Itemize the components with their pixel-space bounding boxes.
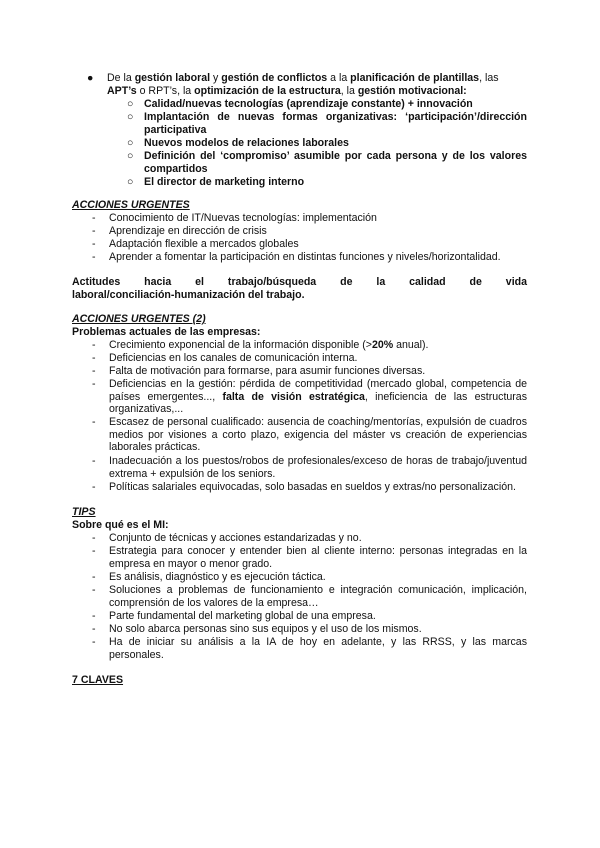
actitudes-line-1: Actitudes hacia el trabajo/búsqueda de la calidad de vida [72, 276, 527, 288]
circle-bullet-icon: ○ [127, 98, 134, 110]
circle-bullet-icon: ○ [127, 137, 134, 149]
document-page: ● De la gestión laboral y gestión de conflictos a la planificación de plantillas, las APT’s o RPT’s, la optimización de la estructura, la gestión motivacional: ○ Calidad/nuevas tecnologías (aprendizaje constante) + innovación ○ Implantación de nuevas formas organizativas: ‘participación’/dirección participativa ○ Nuevos modelos de relaciones laborales ○ Definición del ‘compromiso’ asumible por cada persona y de los valores compartidos ○ El director de marketing interno ACCIONES URGENTES - Conocimiento de IT/Nuevas tecnologías: implementación - Aprendizaje en dirección de crisis - Adaptación flexible a mercados globales - Aprender a fomentar la participación en distintas funciones y niveles/horizontalidad. Actitudes hacia el trabajo/búsqueda de la calidad de vida laboral/conciliación-humanización del trabajo. ACCIONES URGENTES (2) Problemas actuales de las empresas: - Crecimiento exponencial de la información disponible (>20% anual). - Deficiencias en los canales de comunicación interna. - Falta de motivación para formarse, para asumir funciones diversas. - Deficiencias en la gestión: pérdida de competitividad (mercado global, competencia de países emergentes..., falta de visión estratégica, ineficiencia de las estructuras organizativas,... - Escasez de personal cualificado: ausencia de coaching/mentorías, expulsión de cuadros medios por visiones a corto plazo, exigencia del máster vs creación de experiencias laborales prácticas. - Inadecuación a los puestos/robos de profesionales/exceso de horas de trabajo/juventud extrema + expulsión de los seniors. - Políticas salariales equivocadas, solo basadas en sueldos y extras/no personalización. TIPS Sobre qué es el MI: - Conjunto de técnicas y acciones estandarizadas y no. - Estrategia para conocer y entender bien al cliente interno: personas integradas en la empresa en mayor o menor grado. - Es análisis, diagnóstico y es ejecución táctica. - Soluciones a problemas de funcionamiento e integración comunicación, implicación, comprensión de los valores de la empresa… - Parte fundamental del marketing global de una empresa. - No solo abarca personas sino sus equipos y el uso de los mismos. - Ha de iniciar su análisis a la IA de hoy en adelante, y las RRSS, y las marcas personales. 7 CLAVES [0, 0, 600, 848]
circle-bullet-icon: ○ [127, 111, 134, 123]
problemas-subheading: Problemas actuales de las empresas: [72, 326, 261, 338]
circle-bullet-icon: ○ [127, 150, 134, 162]
section-heading-claves: 7 CLAVES [72, 674, 124, 686]
section-heading-tips: TIPS [72, 506, 96, 518]
circle-bullet-icon: ○ [127, 176, 134, 188]
section-heading-acciones: ACCIONES URGENTES [72, 199, 190, 211]
actitudes-line-2: laboral/conciliación-humanización del trabajo. [72, 289, 305, 301]
tips-subheading: Sobre qué es el MI: [72, 519, 169, 531]
intro-text: De la gestión laboral y gestión de conflictos a la planificación de plantillas, las APT’s o RPT’s, la optimización de la estructura, la gestión motivacional: [107, 72, 499, 97]
section-heading-acciones-2: ACCIONES URGENTES (2) [72, 313, 206, 325]
bullet-icon: ● [87, 72, 94, 84]
